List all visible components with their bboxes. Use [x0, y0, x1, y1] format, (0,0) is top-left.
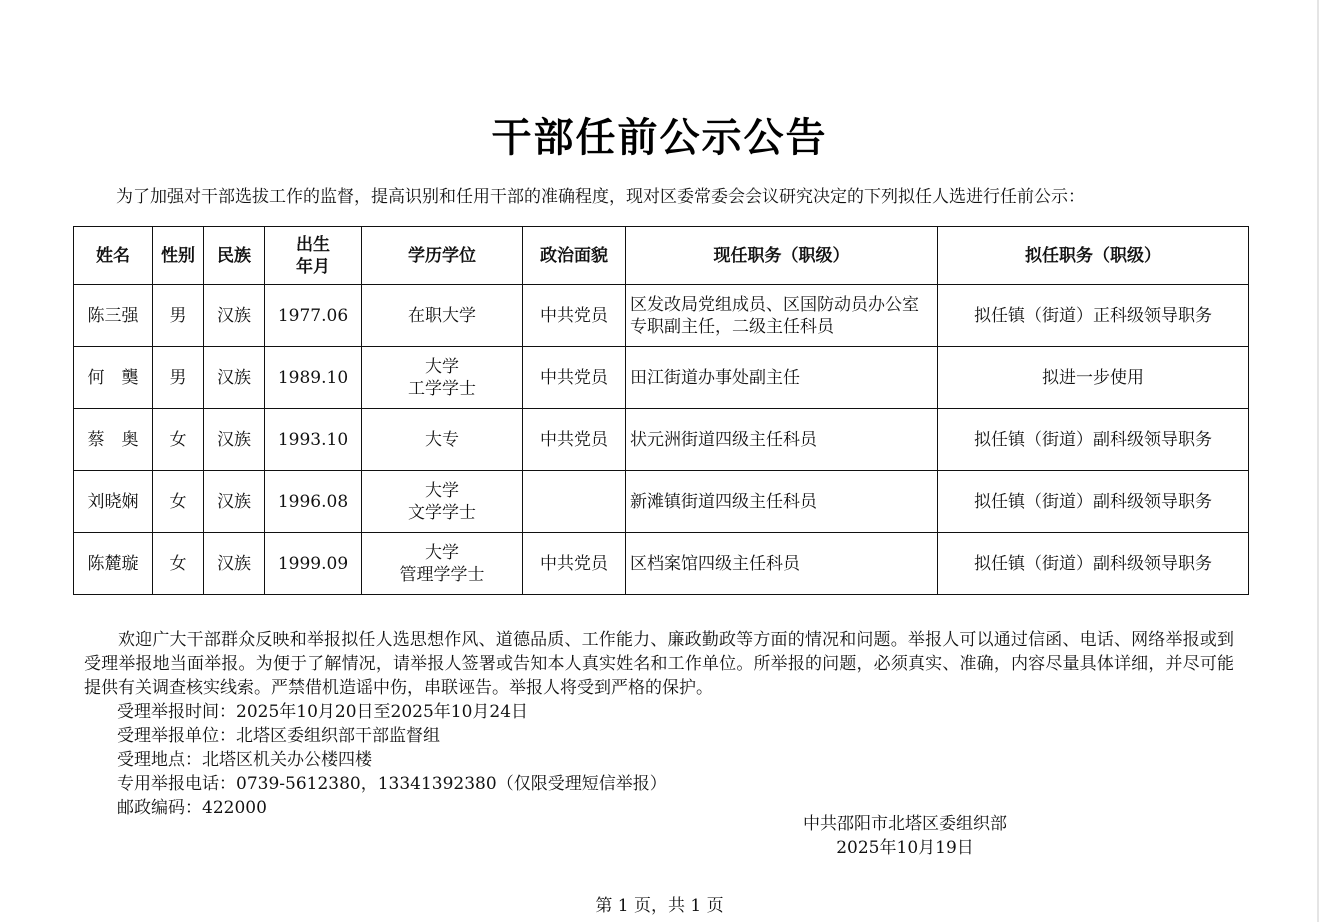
- cell-political: 中共党员: [523, 533, 626, 595]
- cell-education-line1: 大学: [425, 480, 459, 501]
- postcode: 邮政编码：422000: [117, 798, 267, 818]
- table-row: [74, 533, 1249, 595]
- signature-date: 2025年10月19日: [836, 838, 974, 858]
- cell-ethnicity: 汉族: [204, 471, 265, 533]
- notice-section: [84, 628, 1234, 820]
- table-row: [74, 285, 1249, 347]
- cell-education-line1: 大专: [425, 429, 459, 450]
- cell-name: 陈麓璇: [74, 533, 153, 595]
- cell-current-position: 状元洲街道四级主任科员: [626, 409, 938, 471]
- intro-text: 为了加强对干部选拔工作的监督，提高识别和任用干部的准确程度，现对区委常委会会议研究决定的下列拟任人选进行任前公示：: [116, 187, 1085, 207]
- cell-education: [362, 471, 523, 533]
- table-header-row: [74, 227, 1249, 285]
- cell-ethnicity: 汉族: [204, 409, 265, 471]
- cell-current-position: 区档案馆四级主任科员: [626, 533, 938, 595]
- cell-political: [523, 471, 626, 533]
- cell-education: [362, 285, 523, 347]
- report-phone: 专用举报电话：0739-5612380，13341392380（仅限受理短信举报）: [117, 774, 667, 794]
- header-birth: [265, 227, 362, 285]
- notice-paragraph: 欢迎广大干部群众反映和举报拟任人选思想作风、道德品质、工作能力、廉政勤政等方面的情况和问题。举报人可以通过信函、电话、网络举报或到受理举报地当面举报。为便于了解情况，请举报人签署或告知本人真实姓名和工作单位。所举报的问题，必须真实、准确，内容尽量具体详细，并尽可能提供有关调查核实线索。严禁借机造谣中伤，串联诬告。举报人将受到严格的保护。: [84, 630, 1234, 698]
- cell-birth: 1999.09: [265, 533, 362, 595]
- header-ethnicity: 民族: [204, 227, 265, 285]
- table-row: [74, 347, 1249, 409]
- report-time: 受理举报时间：2025年10月20日至2025年10月24日: [117, 702, 529, 722]
- cell-ethnicity: 汉族: [204, 347, 265, 409]
- header-proposed-position: 拟任职务（职级）: [938, 227, 1249, 285]
- report-unit: 受理举报单位：北塔区委组织部干部监督组: [117, 726, 440, 746]
- cell-education-line2: 管理学学士: [399, 564, 485, 585]
- cell-gender: 男: [153, 285, 204, 347]
- header-name: 姓名: [74, 227, 153, 285]
- cell-birth: 1993.10: [265, 409, 362, 471]
- header-birth-line2: 年月: [296, 256, 330, 277]
- cell-gender: 女: [153, 533, 204, 595]
- header-birth-line1: 出生: [296, 234, 330, 255]
- cell-current-position: 新滩镇街道四级主任科员: [626, 471, 938, 533]
- cell-birth: 1996.08: [265, 471, 362, 533]
- cell-proposed-position: 拟任镇（街道）副科级领导职务: [938, 471, 1249, 533]
- cell-education: [362, 347, 523, 409]
- cell-name: 刘晓娴: [74, 471, 153, 533]
- cell-gender: 女: [153, 409, 204, 471]
- cell-birth: 1989.10: [265, 347, 362, 409]
- cell-name: 何 龑: [74, 347, 153, 409]
- report-place: 受理地点：北塔区机关办公楼四楼: [117, 750, 372, 770]
- cell-gender: 女: [153, 471, 204, 533]
- cell-ethnicity: 汉族: [204, 285, 265, 347]
- cell-political: 中共党员: [523, 409, 626, 471]
- cell-education: [362, 409, 523, 471]
- cell-current-position: 田江街道办事处副主任: [626, 347, 938, 409]
- header-education: 学历学位: [362, 227, 523, 285]
- cell-birth: 1977.06: [265, 285, 362, 347]
- cell-education-line1: 在职大学: [408, 305, 476, 326]
- signature-org: 中共邵阳市北塔区委组织部: [803, 814, 1007, 834]
- cell-proposed-position: 拟任镇（街道）副科级领导职务: [938, 533, 1249, 595]
- candidates-table: [73, 226, 1249, 595]
- cell-proposed-position: 拟进一步使用: [938, 347, 1249, 409]
- cell-political: 中共党员: [523, 285, 626, 347]
- cell-education-line2: 文学学士: [408, 502, 476, 523]
- cell-proposed-position: 拟任镇（街道）正科级领导职务: [938, 285, 1249, 347]
- page-footer: 第 1 页，共 1 页: [595, 896, 724, 916]
- header-political: 政治面貌: [523, 227, 626, 285]
- cell-education-line2: 工学学士: [408, 378, 476, 399]
- signature-block: [780, 812, 1030, 860]
- table-row: [74, 409, 1249, 471]
- cell-gender: 男: [153, 347, 204, 409]
- cell-education-line1: 大学: [425, 542, 459, 563]
- cell-education-line1: 大学: [425, 356, 459, 377]
- header-current-position: 现任职务（职级）: [626, 227, 938, 285]
- cell-name: 蔡 奥: [74, 409, 153, 471]
- page-title: 干部任前公示公告: [491, 115, 828, 161]
- table-row: [74, 471, 1249, 533]
- cell-ethnicity: 汉族: [204, 533, 265, 595]
- header-gender: 性别: [153, 227, 204, 285]
- cell-proposed-position: 拟任镇（街道）副科级领导职务: [938, 409, 1249, 471]
- cell-political: 中共党员: [523, 347, 626, 409]
- cell-name: 陈三强: [74, 285, 153, 347]
- cell-current-position: 区发改局党组成员、区国防动员办公室专职副主任，二级主任科员: [626, 285, 938, 347]
- cell-education: [362, 533, 523, 595]
